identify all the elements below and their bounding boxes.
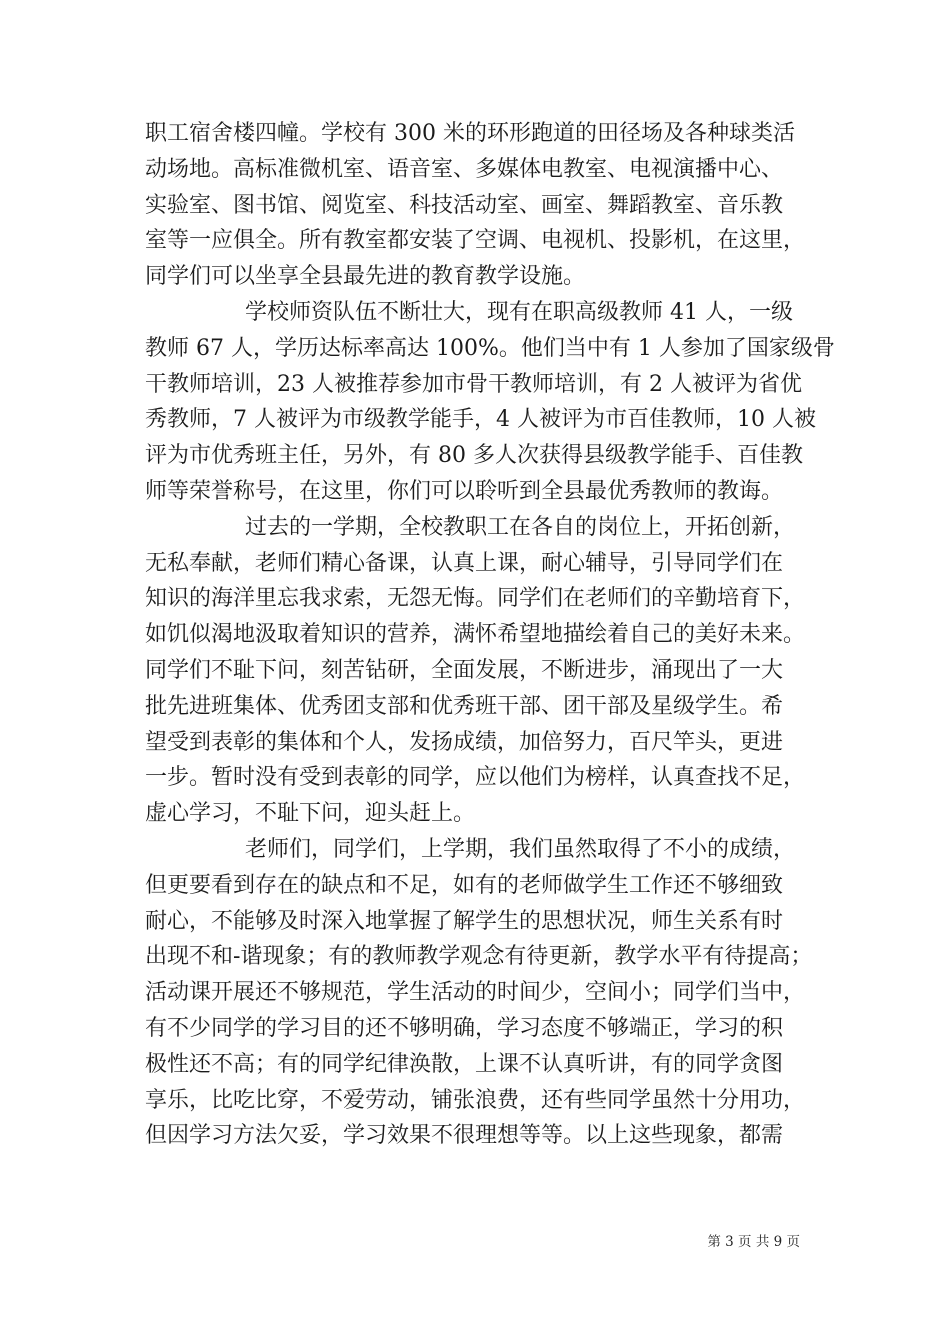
- text-line: 知识的海洋里忘我求索，无怨无悔。同学们在老师们的辛勤培育下，: [145, 586, 806, 612]
- text-line: 室等一应俱全。所有教室都安装了空调、电视机、投影机，在这里，: [145, 228, 806, 254]
- text-line: 师等荣誉称号，在这里，你们可以聆听到全县最优秀教师的教诲。: [145, 478, 784, 504]
- text-line: 评为市优秀班主任，另外，有 80 多人次获得县级教学能手、百佳教: [145, 443, 803, 469]
- paragraph-first-line: 学校师资队伍不断壮大，现有在职高级教师 41 人，一级: [245, 299, 793, 325]
- paragraph-first-line: 老师们，同学们，上学期，我们虽然取得了不小的成绩，: [245, 836, 796, 862]
- text-line: 同学们可以坐享全县最先进的教育教学设施。: [145, 264, 586, 290]
- text-line: 但因学习方法欠妥，学习效果不很理想等等。以上这些现象，都需: [145, 1123, 784, 1149]
- text-line: 有不少同学的学习目的还不够明确，学习态度不够端正，学习的积: [145, 1015, 784, 1041]
- text-line: 动场地。高标准微机室、语音室、多媒体电教室、电视演播中心、: [145, 156, 784, 182]
- text-line: 虚心学习，不耻下问，迎头赶上。: [145, 801, 476, 827]
- text-line: 活动课开展还不够规范，学生活动的时间少，空间小；同学们当中，: [145, 980, 806, 1006]
- text-line: 职工宿舍楼四幢。学校有 300 米的环形跑道的田径场及各种球类活: [145, 121, 795, 146]
- paragraph-first-line: 过去的一学期，全校教职工在各自的岗位上，开拓创新，: [245, 514, 796, 540]
- text-line: 一步。暂时没有受到表彰的同学，应以他们为榜样，认真查找不足，: [145, 765, 806, 791]
- text-line: 无私奉献，老师们精心备课，认真上课，耐心辅导，引导同学们在: [145, 550, 784, 576]
- text-line: 但更要看到存在的缺点和不足，如有的老师做学生工作还不够细致: [145, 872, 784, 898]
- text-line: 干教师培训，23 人被推荐参加市骨干教师培训，有 2 人被评为省优: [145, 371, 802, 397]
- text-line: 出现不和-谐现象；有的教师教学观念有待更新，教学水平有待提高；: [145, 944, 813, 970]
- text-line: 实验室、图书馆、阅览室、科技活动室、画室、舞蹈教室、音乐教: [145, 192, 784, 218]
- text-line: 耐心，不能够及时深入地掌握了解学生的思想状况，师生关系有时: [145, 908, 784, 934]
- text-line: 享乐，比吃比穿，不爱劳动，铺张浪费，还有些同学虽然十分用功，: [145, 1087, 806, 1113]
- text-line: 望受到表彰的集体和个人，发扬成绩，加倍努力，百尺竿头，更进: [145, 729, 784, 755]
- text-line: 极性还不高；有的同学纪律涣散，上课不认真听讲，有的同学贪图: [145, 1051, 784, 1077]
- text-line: 批先进班集体、优秀团支部和优秀班干部、团干部及星级学生。希: [145, 693, 784, 719]
- page-number: 第 3 页 共 9 页: [707, 1234, 800, 1250]
- text-line: 同学们不耻下问，刻苦钻研，全面发展，不断进步，涌现出了一大: [145, 657, 784, 683]
- text-line: 秀教师，7 人被评为市级教学能手，4 人被评为市百佳教师，10 人被: [145, 407, 816, 433]
- text-line: 教师 67 人，学历达标率高达 100%。他们当中有 1 人参加了国家级骨: [145, 335, 835, 361]
- text-line: 如饥似渴地汲取着知识的营养，满怀希望地描绘着自己的美好未来。: [145, 622, 806, 648]
- document-body: [145, 116, 835, 1154]
